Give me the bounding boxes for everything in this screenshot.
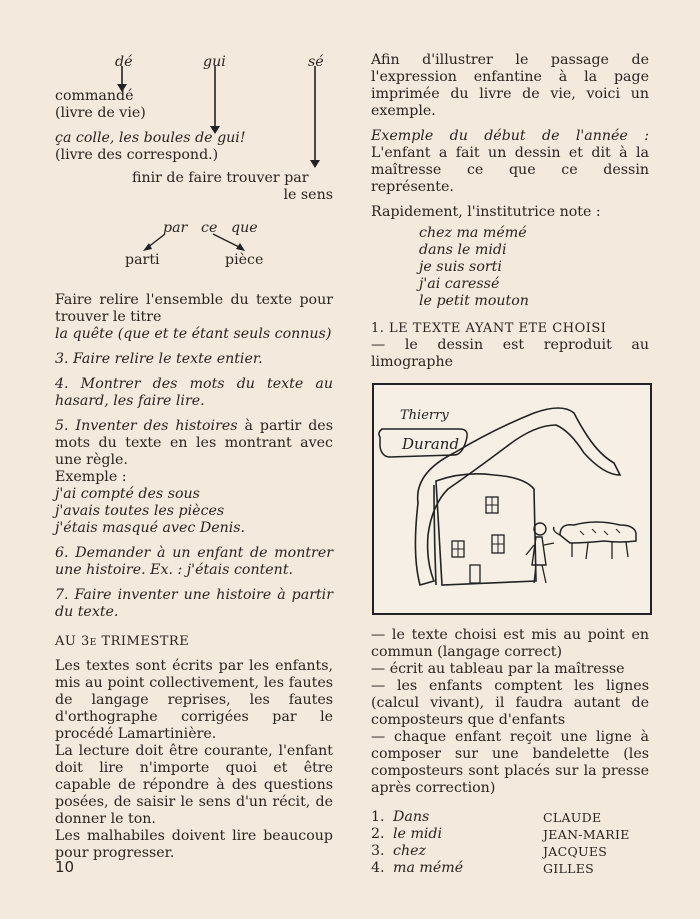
paragraph-textes: Les textes sont écrits par les enfants, mis au point collectivement, les fautes de langage reprises, les fautes d'orthographe corrigées par le procédé Lamartinière. xyxy=(55,658,333,742)
step-mise-au-point: — le texte choisi est mis au point en commun (langage correct) xyxy=(371,627,649,660)
section-heading-texte-choisi: 1. LE TEXTE AYANT ETE CHOISI xyxy=(371,321,607,336)
step-compter-lignes: — les enfants comptent les lignes (calcul vivant), il faudra autant de composteurs que d'enfants xyxy=(371,678,649,728)
poem-line: le petit mouton xyxy=(419,293,529,309)
paragraph-rapidement: Rapidement, l'institutrice note : xyxy=(371,204,601,220)
source-livre-de-vie: (livre de vie) xyxy=(55,105,146,121)
word-piece: pièce xyxy=(225,252,264,268)
child-poem xyxy=(371,225,649,310)
syllable-de: dé xyxy=(115,54,133,70)
step-5 xyxy=(55,418,333,469)
list-item xyxy=(371,809,649,826)
word-diagram xyxy=(55,52,333,292)
step-3: 3. Faire relire le texte entier. xyxy=(55,351,263,367)
section-heading-trimestre: AU 3e TRIMESTRE xyxy=(55,634,190,649)
list-words: Dans xyxy=(393,809,430,825)
signature-thierry: Thierry xyxy=(400,408,449,423)
step-6: 6. Demander à un enfant de montrer une histoire. Ex. : j'étais content. xyxy=(55,545,333,578)
list-number: 1. xyxy=(371,809,385,825)
step-5-lead: 5. Inventer des histoires xyxy=(55,418,238,434)
paragraph-exemple xyxy=(371,128,649,196)
poem-line: dans le midi xyxy=(419,242,507,258)
word-que: que xyxy=(231,220,258,236)
dash-limographe: — le dessin est reproduit au limographe xyxy=(371,337,649,370)
phrase-finir: finir de faire trouver par xyxy=(132,170,309,186)
signature-durand: Durand xyxy=(402,435,460,453)
step-7: 7. Faire inventer une histoire à partir du texte. xyxy=(55,587,333,620)
paragraph-quete: la quête (que et te étant seuls connus) xyxy=(55,326,332,342)
list-child-name: CLAUDE xyxy=(543,810,602,825)
example-line-2: j'avais toutes les pièces xyxy=(55,503,225,519)
poem-line: je suis sorti xyxy=(419,259,502,275)
list-number: 3. xyxy=(371,843,385,859)
paragraph-lecture: La lecture doit être courante, l'enfant doit lire n'importe quoi et être capable de répondre à des questions posées, de saisir le sens d'un récit, de donner le ton. xyxy=(55,743,333,827)
word-ce: ce xyxy=(201,220,218,236)
list-item xyxy=(371,843,649,860)
list-number: 4. xyxy=(371,860,385,876)
exemple-body: L'enfant a fait un dessin et dit à la maîtresse ce que ce dessin représente. xyxy=(371,145,649,195)
poem-line: chez ma mémé xyxy=(419,225,527,241)
exemple-label: Exemple : xyxy=(55,469,127,485)
exemple-heading: Exemple du début de l'année : xyxy=(371,128,649,144)
syllable-gui: gui xyxy=(203,54,226,70)
step-5-rest: à partir des mots du texte en les montrant avec une règle. xyxy=(55,418,333,468)
step-4: 4. Montrer des mots du texte au hasard, les faire lire. xyxy=(55,376,333,409)
list-child-name: JACQUES xyxy=(543,844,608,859)
list-words: le midi xyxy=(393,826,443,842)
list-child-name: JEAN-MARIE xyxy=(543,827,630,842)
poem-line: j'ai caressé xyxy=(419,276,500,292)
list-words: chez xyxy=(393,843,426,859)
right-column xyxy=(371,52,649,877)
sentence-ca-colle: ça colle, les boules de gui! xyxy=(55,130,246,146)
drawing-illustration xyxy=(374,385,650,613)
list-item xyxy=(371,826,649,843)
example-line-3: j'étais masqué avec Denis. xyxy=(55,520,246,536)
line-assignment-list xyxy=(371,809,649,877)
word-commande: commandé xyxy=(55,88,134,104)
page-number: 10 xyxy=(55,858,75,876)
step-bandelette: — chaque enfant reçoit une ligne à composer sur une bandelette (les composteurs sont placés sur la presse après correction) xyxy=(371,729,649,796)
paragraph-malhabiles: Les malhabiles doivent lire beaucoup pour progresser. xyxy=(55,828,333,861)
example-line-1: j'ai compté des sous xyxy=(55,486,200,502)
list-item xyxy=(371,860,649,877)
step-tableau: — écrit au tableau par la maîtresse xyxy=(371,661,625,677)
left-column xyxy=(55,52,333,862)
word-parti: parti xyxy=(125,252,160,268)
paragraph-relire: Faire relire l'ensemble du texte pour trouver le titre xyxy=(55,292,333,325)
child-drawing xyxy=(372,383,652,615)
word-par: par xyxy=(163,220,188,236)
paragraph-intro: Afin d'illustrer le passage de l'expression enfantine à la page imprimée du livre de vie, voici un exemple. xyxy=(371,52,649,119)
phrase-le-sens: le sens xyxy=(283,187,333,203)
list-words: ma mémé xyxy=(393,860,464,876)
list-child-name: GILLES xyxy=(543,861,595,876)
list-number: 2. xyxy=(371,826,385,842)
syllable-se: sé xyxy=(308,54,324,70)
source-correspondance: (livre des correspond.) xyxy=(55,147,219,163)
